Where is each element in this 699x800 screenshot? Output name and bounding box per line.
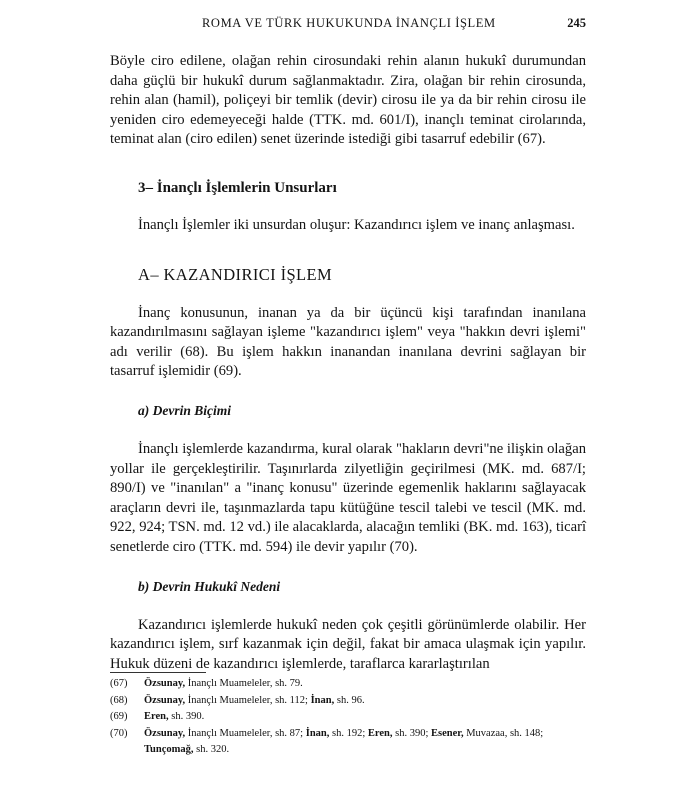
footnote-text <box>144 676 586 693</box>
footnote-author: Özsunay, <box>144 694 186 706</box>
footnote-author: Özsunay, <box>144 678 186 689</box>
section-heading-a: A– KAZANDIRICI İŞLEM <box>138 264 333 284</box>
footnote <box>110 693 586 710</box>
footnote-author: Özsunay, <box>144 727 186 739</box>
paragraph-3: İnanç konusunun, inanan ya da bir üçüncü kişi tarafından inanılana kazandırılmasını sağlayan işleme "kazandırıcı işlem" veya "hakkın devri işlemi" adı verilir (68). Bu işlem hakkın inanandan inanılana devrini sağlayan bir tasarruf işlemidir (69). <box>110 304 586 380</box>
running-title: ROMA VE TÜRK HUKUKUNDA İNANÇLI İŞLEM <box>202 16 496 30</box>
subheading-b: b) Devrin Hukukî Nedeni <box>138 578 281 594</box>
body-text <box>110 52 586 674</box>
footnote-text <box>144 693 586 710</box>
paragraph-2: İnançlı İşlemler iki unsurdan oluşur: Kazandırıcı işlem ve inanç anlaşması. <box>138 216 575 233</box>
subheading-a: a) Devrin Biçimi <box>138 402 231 418</box>
footnote-citation: İnançlı Muameleler, sh. 112; <box>185 694 311 706</box>
footnote-citation: sh. 96. <box>334 694 365 706</box>
paragraph-1: Böyle ciro edilene, olağan rehin cirosundaki rehin alanın hukukî durumundan daha güçlü bir hukukî durum sağlanmaktadır. Zira, olağan bir rehin cirosunda, rehin alan (hamil), poliçeyi bir temlik (devir) cirosu ile ya da bir rehin cirosu ile yeniden ciro edemeyeceği halde (TTK. md. 601/I), inançlı teminat cirolarında, teminat alan (ciro edilen) senet üzerinde istediği gibi tasarruf edebilir (67). <box>110 53 586 148</box>
footnote-number: (69) <box>110 711 128 722</box>
footnote-divider <box>110 672 206 673</box>
footnote-author: Esener, <box>431 727 464 739</box>
footnotes <box>110 676 586 759</box>
footnote-citation: sh. 320. <box>193 744 230 755</box>
footnote <box>110 726 586 759</box>
footnote-number: (67) <box>110 678 128 689</box>
footnote-author: Tunçomağ, <box>144 744 194 755</box>
section-heading-3: 3– İnançlı İşlemlerin Unsurları <box>138 179 337 196</box>
footnote-citation: İnançlı Muameleler, sh. 87; <box>185 727 306 739</box>
footnote-author: İnan, <box>310 694 335 706</box>
running-header <box>110 14 586 34</box>
footnote-citation: sh. 390. <box>168 711 205 722</box>
footnote <box>110 676 586 693</box>
footnote-number: (68) <box>110 694 128 706</box>
footnote-author: Eren, <box>144 711 169 722</box>
page-number: 245 <box>567 16 586 30</box>
paragraph-4: İnançlı işlemlerde kazandırma, kural olarak "hakların devri"ne ilişkin olağan yollar ile gerçekleştirilir. Taşınırlarda zilyetliğin geçirilmesi (MK. md. 687/I; 890/I) ve "inanılan" a "inanç konusu" üzerinde egemenlik haklarını sağlayacak araçların devri ile, taşınmazlarda tapu kütüğüne tescil talebi ve tescil (MK. md. 922, 924; TSN. md. 12 vd.) ile alacaklarda, alacağın temliki (BK. md. 163), ticarî senetlerde ciro (TTK. md. 594) ile devir yapılır (70). <box>110 440 586 555</box>
footnote-citation: İnançlı Muameleler, sh. 79. <box>185 678 303 689</box>
footnote-text <box>144 726 586 759</box>
footnote <box>110 709 586 726</box>
footnote-author: İnan, <box>305 727 330 739</box>
footnote-number: (70) <box>110 727 128 739</box>
footnote-text <box>144 709 586 726</box>
footnote-author: Eren, <box>367 727 393 739</box>
footnote-citation: sh. 192; <box>329 727 368 739</box>
footnote-citation: sh. 390; <box>392 727 432 739</box>
footnote-citation: Muvazaa, sh. 148; <box>463 727 544 739</box>
paragraph-5: Kazandırıcı işlemlerde hukukî neden çok çeşitli görünümlerde olabilir. Her kazandırıcı işlem, sırf kazanmak için değil, fakat bir amaca ulaşmak için yapılır. Hukuk düzeni de kazandırıcı işlemlerde, taraflarca kararlaştırılan <box>110 616 586 672</box>
